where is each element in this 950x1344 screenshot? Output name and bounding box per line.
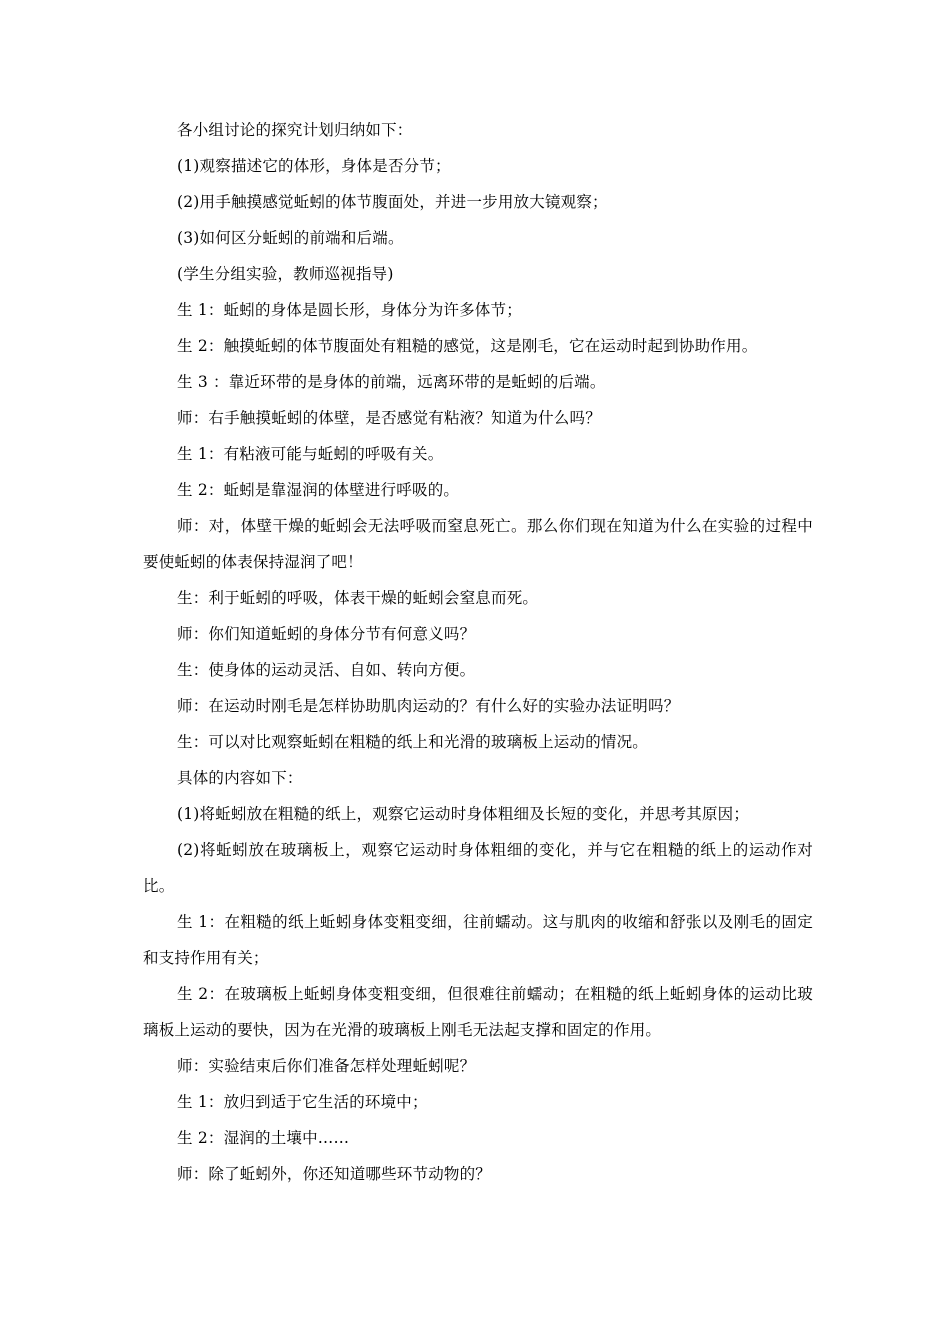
- paragraph: (学生分组实验，教师巡视指导): [177, 265, 394, 283]
- paragraph: 具体的内容如下：: [177, 769, 303, 787]
- paragraph: 生 2：湿润的土壤中……: [177, 1129, 350, 1147]
- document-body: [143, 112, 813, 1192]
- paragraph: 各小组讨论的探究计划归纳如下：: [177, 121, 413, 139]
- paragraph: 生 1：在粗糙的纸上蚯蚓身体变粗变细，往前蠕动。这与肌肉的收缩和舒张以及刚毛的固定和支持作用有关；: [143, 913, 813, 967]
- paragraph: (1)观察描述它的体形，身体是否分节；: [177, 157, 451, 175]
- paragraph: 生 3 ：靠近环带的是身体的前端，远离环带的是蚯蚓的后端。: [177, 373, 606, 391]
- paragraph: 生 1：放归到适于它生活的环境中；: [177, 1093, 428, 1111]
- paragraph: 师：对，体壁干燥的蚯蚓会无法呼吸而窒息死亡。那么你们现在知道为什么在实验的过程中要使蚯蚓的体表保持湿润了吧！: [143, 517, 813, 571]
- paragraph: 生 2：触摸蚯蚓的体节腹面处有粗糙的感觉，这是刚毛，它在运动时起到协助作用。: [177, 337, 758, 355]
- paragraph: 生 2：在玻璃板上蚯蚓身体变粗变细，但很难往前蠕动；在粗糙的纸上蚯蚓身体的运动比玻璃板上运动的要快，因为在光滑的玻璃板上刚毛无法起支撑和固定的作用。: [143, 985, 813, 1039]
- paragraph: 师：除了蚯蚓外，你还知道哪些环节动物的？: [177, 1165, 492, 1183]
- paragraph: (2)用手触摸感觉蚯蚓的体节腹面处，并进一步用放大镜观察；: [177, 193, 608, 211]
- paragraph: 生 2：蚯蚓是靠湿润的体壁进行呼吸的。: [177, 481, 460, 499]
- paragraph: 生：可以对比观察蚯蚓在粗糙的纸上和光滑的玻璃板上运动的情况。: [177, 733, 649, 751]
- paragraph: (3)如何区分蚯蚓的前端和后端。: [177, 229, 404, 247]
- paragraph: 师：在运动时刚毛是怎样协助肌肉运动的？有什么好的实验办法证明吗？: [177, 697, 680, 715]
- paragraph: 师：实验结束后你们准备怎样处理蚯蚓呢？: [177, 1057, 476, 1075]
- paragraph: 师：右手触摸蚯蚓的体壁，是否感觉有粘液？知道为什么吗？: [177, 409, 601, 427]
- paragraph: 生 1：蚯蚓的身体是圆长形，身体分为许多体节；: [177, 301, 522, 319]
- paragraph: 生：利于蚯蚓的呼吸，体表干燥的蚯蚓会窒息而死。: [177, 589, 539, 607]
- paragraph: (2)将蚯蚓放在玻璃板上，观察它运动时身体粗细的变化，并与它在粗糙的纸上的运动作对比。: [143, 841, 813, 895]
- paragraph: 生 1：有粘液可能与蚯蚓的呼吸有关。: [177, 445, 444, 463]
- paragraph: 生：使身体的运动灵活、自如、转向方便。: [177, 661, 476, 679]
- paragraph: 师：你们知道蚯蚓的身体分节有何意义吗？: [177, 625, 476, 643]
- paragraph: (1)将蚯蚓放在粗糙的纸上，观察它运动时身体粗细及长短的变化，并思考其原因；: [177, 805, 750, 823]
